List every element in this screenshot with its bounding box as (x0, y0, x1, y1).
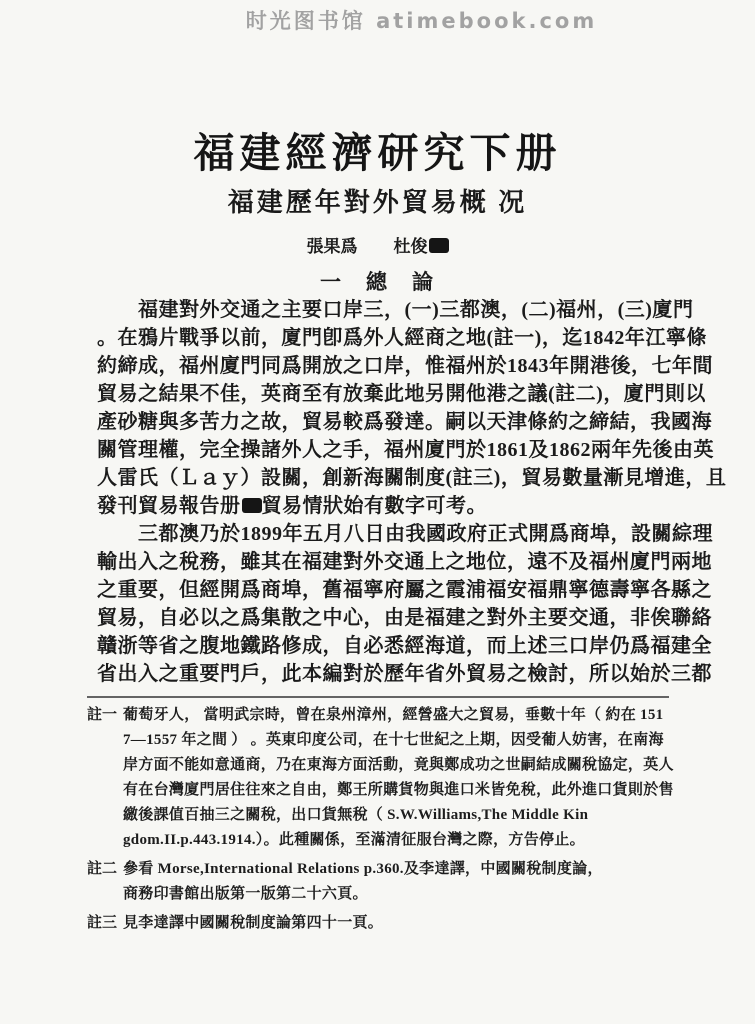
author-name-second: 杜俊 (393, 237, 428, 256)
footnote-text (123, 857, 673, 907)
body-text-line: 三都澳乃於1899年五月八日由我國政府正式開爲商埠，設關綜理 (138, 523, 713, 545)
chapter-title: 福建歷年對外貿易概 况 (227, 188, 528, 217)
footnote-line: 有在台灣廈門居住往來之自由，鄭王所購貨物與進口米皆免稅，此外進口貨則於售 (123, 782, 674, 798)
footnote-divider (87, 696, 669, 698)
body-text-line: 約締成，福州廈門同爲開放之口岸，惟福州於1843年開港後，七年間 (97, 355, 713, 377)
footnote-1 (87, 703, 673, 853)
footnote-line: 見李達譯中國關稅制度論第四十一頁。 (123, 915, 384, 931)
body-text-line: 貿易之結果不佳，英商至有放棄此地另開他港之議(註二)，廈門則以 (97, 383, 706, 405)
body-text-line: 關管理權，完全操諸外人之手，福州廈門於1861及1862兩年先後由英 (97, 439, 714, 461)
body-text-line: 。在鴉片戰爭以前，廈門卽爲外人經商之地(註一)，迄1842年江寧條 (97, 327, 707, 349)
footnotes (87, 703, 673, 936)
footnote-line: 參看 Morse,International Relations p.360.及李達譯，中國關稅制度論， (123, 861, 603, 877)
footnote-label: 註一 (87, 707, 118, 723)
body-text-line: 人雷氏（Ｌａｙ）設關，創新海關制度(註三)，貿易數量漸見增進，且 (97, 467, 727, 489)
book-title: 福建經濟研究下册 (193, 130, 562, 176)
footnote-text (123, 911, 673, 936)
footnote-label: 註二 (87, 861, 118, 877)
footnote-label: 註三 (87, 915, 118, 931)
body-text-line: 之重要，但經開爲商埠，舊福寧府屬之霞浦福安福鼎寧德壽寧各縣之 (97, 579, 712, 601)
paragraph-2 (97, 520, 713, 688)
authors (0, 232, 755, 257)
section-heading: 一 總 論 (320, 270, 435, 294)
ink-blob (242, 498, 262, 513)
body-text-line (97, 492, 667, 520)
footnote-text (123, 703, 674, 853)
footnote-line: 7—1557 年之間 ） 。英東印度公司，在十七世紀之上期，因受葡人妨害，在南海 (123, 732, 664, 748)
footnote-3 (87, 911, 673, 936)
body-text-segment: 貿易情狀始有數字可考。 (261, 495, 487, 517)
body-text-line: 福建對外交通之主要口岸三，(一)三都澳，(二)福州，(三)廈門 (138, 299, 694, 321)
body-text-segment: 發刊貿易報告册 (97, 495, 241, 517)
footnote-line: 葡萄牙人， 當明武宗時，曾在泉州漳州，經營盛大之貿易，垂數十年（ 約在 151 (123, 707, 664, 723)
footnote-line: 岸方面不能如意通商，乃在東海方面活動，竟與鄭成功之世嗣結成關稅協定，英人 (123, 757, 674, 773)
body-text-line: 贛浙等省之腹地鐵路修成，自必悉經海道，而上述三口岸仍爲福建全 (97, 635, 712, 657)
obscured-character-blob (429, 238, 449, 253)
watermark: 时光图书馆 atimebook.com (245, 9, 598, 33)
paragraph-1 (97, 296, 727, 520)
body-text-line: 輸出入之稅務，雖其在福建對外交通上之地位，遠不及福州廈門兩地 (97, 551, 712, 573)
author-name-first: 張果爲 (306, 237, 358, 256)
body-text-line: 產砂糖與多苦力之故，貿易較爲發達。嗣以天津條約之締結，我國海 (97, 411, 712, 433)
footnote-2 (87, 857, 673, 907)
footnote-line: gdom.II.p.443.1914.）。此種關係，至滿清征服台灣之際，方告停止。 (123, 832, 585, 848)
body-text (97, 296, 727, 688)
body-text-line: 貿易，自必以之爲集散之中心，由是福建之對外主要交通，非俟聯絡 (97, 607, 712, 629)
footnote-line: 商務印書館出版第一版第二十六頁。 (123, 886, 368, 902)
body-text-line: 省出入之重要門戶，此本編對於歷年省外貿易之檢討，所以始於三都 (97, 663, 712, 685)
footnote-line: 繳後課值百抽三之關稅，出口貨無稅（ S.W.Williams,The Middle Kin (123, 807, 589, 823)
